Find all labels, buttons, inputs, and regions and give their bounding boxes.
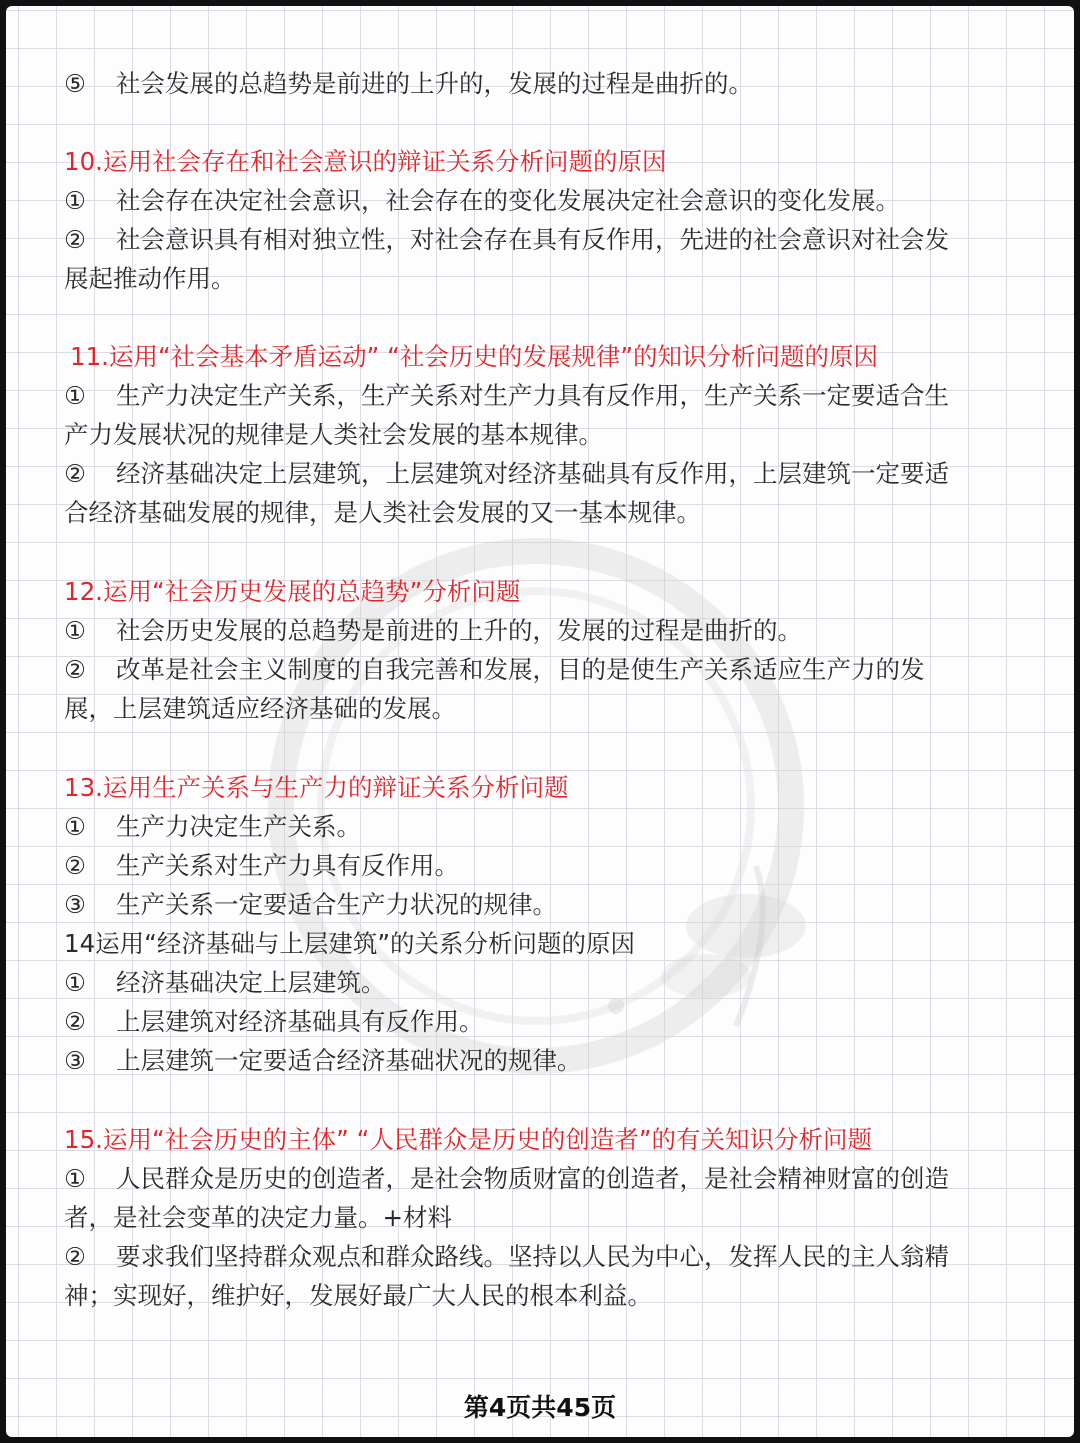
item-text: 生产力决定生产关系。 xyxy=(116,812,361,841)
item-continuation: 产力发展状况的规律是人类社会发展的基本规律。 xyxy=(64,420,603,449)
item-number: ① xyxy=(64,381,86,410)
section-heading-14: 14运用“经济基础与上层建筑”的关系分析问题的原因 xyxy=(64,929,636,958)
item-number: ① xyxy=(64,616,86,645)
list-item xyxy=(64,807,1014,846)
section-heading-13: 13.运用生产关系与生产力的辩证关系分析问题 xyxy=(64,773,569,802)
list-item xyxy=(64,181,1014,220)
list-item xyxy=(64,1002,1014,1041)
item-text: 经济基础决定上层建筑，上层建筑对经济基础具有反作用，上层建筑一定要适 xyxy=(116,459,949,488)
section-heading-12: 12.运用“社会历史发展的总趋势”分析问题 xyxy=(64,577,521,606)
item-text: 经济基础决定上层建筑。 xyxy=(116,968,386,997)
item-number: ② xyxy=(64,1007,86,1036)
list-item xyxy=(64,885,1014,924)
item-continuation: 合经济基础发展的规律，是人类社会发展的又一基本规律。 xyxy=(64,498,701,527)
item-text: 社会意识具有相对独立性，对社会存在具有反作用，先进的社会意识对社会发 xyxy=(116,225,949,254)
list-item xyxy=(64,963,1014,1002)
item-number: ① xyxy=(64,186,86,215)
item-text: 社会存在决定社会意识，社会存在的变化发展决定社会意识的变化发展。 xyxy=(116,186,900,215)
item-text: 上层建筑一定要适合经济基础状况的规律。 xyxy=(116,1046,582,1075)
item-continuation: 神；实现好，维护好，发展好最广大人民的根本利益。 xyxy=(64,1281,652,1310)
section-heading-11: 11.运用“社会基本矛盾运动” “社会历史的发展规律”的知识分析问题的原因 xyxy=(70,342,879,371)
section-heading-10: 10.运用社会存在和社会意识的辩证关系分析问题的原因 xyxy=(64,147,667,176)
section-heading-15: 15.运用“社会历史的主体” “人民群众是历史的创造者”的有关知识分析问题 xyxy=(64,1125,873,1154)
item-text: 社会历史发展的总趋势是前进的上升的，发展的过程是曲折的。 xyxy=(116,616,802,645)
item-text: 社会发展的总趋势是前进的上升的，发展的过程是曲折的。 xyxy=(116,69,753,98)
item-number: ② xyxy=(64,655,86,684)
list-item xyxy=(64,611,1014,650)
item-number: ③ xyxy=(64,1046,86,1075)
list-item xyxy=(64,1041,1014,1080)
item-text: 改革是社会主义制度的自我完善和发展，目的是使生产关系适应生产力的发 xyxy=(116,655,925,684)
item-continuation: 展，上层建筑适应经济基础的发展。 xyxy=(64,694,456,723)
item-text: 生产关系一定要适合生产力状况的规律。 xyxy=(116,890,557,919)
item-text: 生产力决定生产关系，生产关系对生产力具有反作用，生产关系一定要适合生 xyxy=(116,381,949,410)
item-number: ① xyxy=(64,968,86,997)
list-item xyxy=(64,1159,1014,1198)
item-number: ② xyxy=(64,1242,86,1271)
item-text: 要求我们坚持群众观点和群众路线。坚持以人民为中心，发挥人民的主人翁精 xyxy=(116,1242,949,1271)
item-continuation: 展起推动作用。 xyxy=(64,264,236,293)
list-item xyxy=(64,846,1014,885)
item-continuation: 者，是社会变革的决定力量。+材料 xyxy=(64,1203,453,1232)
item-number: ② xyxy=(64,459,86,488)
list-item xyxy=(64,376,1014,415)
list-item xyxy=(64,454,1014,493)
list-item xyxy=(64,650,1014,689)
list-item xyxy=(64,220,1014,259)
item-text: 上层建筑对经济基础具有反作用。 xyxy=(116,1007,484,1036)
item-text: 生产关系对生产力具有反作用。 xyxy=(116,851,459,880)
item-number: ② xyxy=(64,851,86,880)
item-number: ⑤ xyxy=(64,69,86,98)
list-item xyxy=(64,64,1014,103)
page-number-footer: 第4页共45页 xyxy=(463,1393,617,1422)
list-item xyxy=(64,1237,1014,1276)
document-page xyxy=(6,6,1074,1437)
item-text: 人民群众是历史的创造者，是社会物质财富的创造者，是社会精神财富的创造 xyxy=(116,1164,949,1193)
item-number: ③ xyxy=(64,890,86,919)
item-number: ② xyxy=(64,225,86,254)
item-number: ① xyxy=(64,812,86,841)
item-number: ① xyxy=(64,1164,86,1193)
